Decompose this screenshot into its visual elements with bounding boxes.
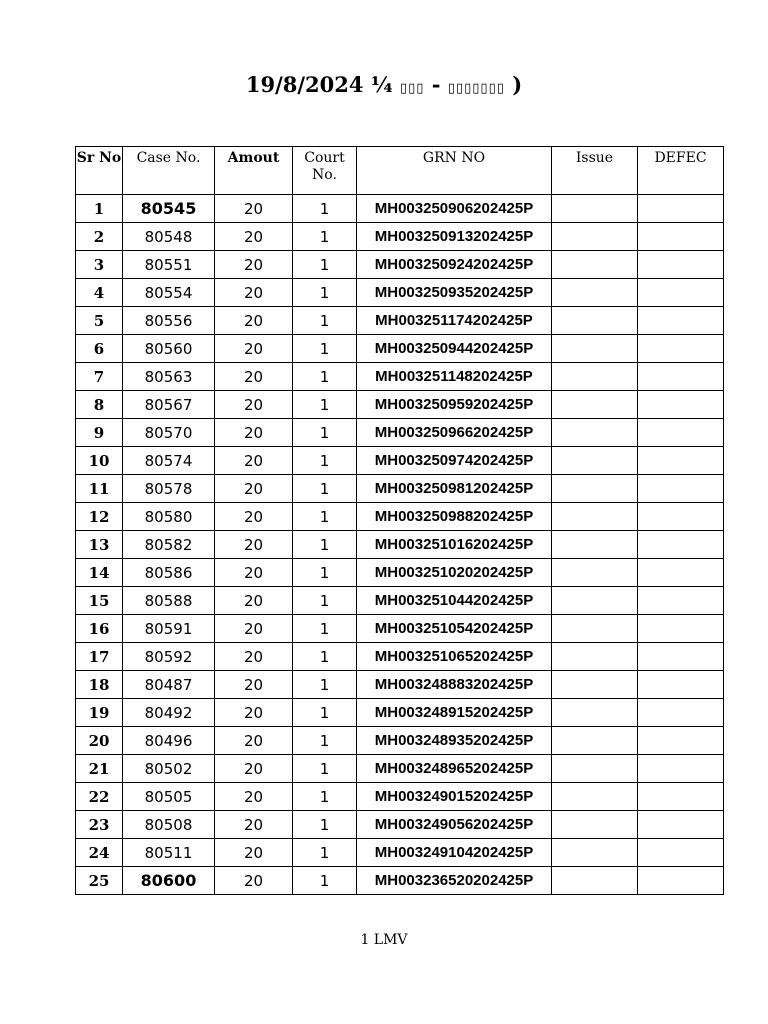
cell-amount: 20 bbox=[215, 223, 293, 251]
table-row bbox=[76, 531, 724, 559]
cell-sr-no: 12 bbox=[76, 503, 123, 531]
cell-amount: 20 bbox=[215, 699, 293, 727]
cell-defec bbox=[638, 615, 724, 643]
cell-court-no: 1 bbox=[293, 671, 357, 699]
cell-case-no: 80592 bbox=[123, 643, 215, 671]
cell-grn-no: MH003251054202425P bbox=[357, 615, 552, 643]
cell-grn-no: MH003248883202425P bbox=[357, 671, 552, 699]
table-row bbox=[76, 391, 724, 419]
table-row bbox=[76, 475, 724, 503]
cell-issue bbox=[552, 867, 638, 895]
table-row bbox=[76, 307, 724, 335]
cell-case-no: 80548 bbox=[123, 223, 215, 251]
cell-defec bbox=[638, 391, 724, 419]
cell-sr-no: 1 bbox=[76, 195, 123, 223]
cell-case-no: 80551 bbox=[123, 251, 215, 279]
cell-amount: 20 bbox=[215, 195, 293, 223]
cell-court-no: 1 bbox=[293, 447, 357, 475]
cell-case-no: 80570 bbox=[123, 419, 215, 447]
case-table bbox=[75, 146, 724, 895]
cell-amount: 20 bbox=[215, 391, 293, 419]
cell-grn-no: MH003251174202425P bbox=[357, 307, 552, 335]
cell-amount: 20 bbox=[215, 251, 293, 279]
cell-court-no: 1 bbox=[293, 531, 357, 559]
cell-defec bbox=[638, 251, 724, 279]
cell-defec bbox=[638, 559, 724, 587]
cell-sr-no: 16 bbox=[76, 615, 123, 643]
cell-amount: 20 bbox=[215, 363, 293, 391]
cell-issue bbox=[552, 783, 638, 811]
title-fraction: ¼ bbox=[370, 72, 393, 97]
cell-defec bbox=[638, 447, 724, 475]
cell-sr-no: 3 bbox=[76, 251, 123, 279]
cell-court-no: 1 bbox=[293, 223, 357, 251]
table-row bbox=[76, 727, 724, 755]
cell-amount: 20 bbox=[215, 811, 293, 839]
cell-grn-no: MH003236520202425P bbox=[357, 867, 552, 895]
cell-amount: 20 bbox=[215, 755, 293, 783]
cell-grn-no: MH003249015202425P bbox=[357, 783, 552, 811]
table-header bbox=[76, 147, 724, 195]
cell-defec bbox=[638, 335, 724, 363]
cell-issue bbox=[552, 643, 638, 671]
cell-amount: 20 bbox=[215, 839, 293, 867]
cell-court-no: 1 bbox=[293, 251, 357, 279]
cell-court-no: 1 bbox=[293, 335, 357, 363]
cell-defec bbox=[638, 279, 724, 307]
cell-sr-no: 4 bbox=[76, 279, 123, 307]
cell-court-no: 1 bbox=[293, 755, 357, 783]
cell-defec bbox=[638, 223, 724, 251]
cell-grn-no: MH003250981202425P bbox=[357, 475, 552, 503]
cell-case-no: 80487 bbox=[123, 671, 215, 699]
cell-case-no: 80554 bbox=[123, 279, 215, 307]
cell-grn-no: MH003250944202425P bbox=[357, 335, 552, 363]
cell-court-no: 1 bbox=[293, 419, 357, 447]
cell-issue bbox=[552, 391, 638, 419]
cell-sr-no: 23 bbox=[76, 811, 123, 839]
cell-case-no: 80496 bbox=[123, 727, 215, 755]
cell-issue bbox=[552, 335, 638, 363]
cell-sr-no: 18 bbox=[76, 671, 123, 699]
cell-defec bbox=[638, 867, 724, 895]
cell-court-no: 1 bbox=[293, 559, 357, 587]
cell-issue bbox=[552, 223, 638, 251]
cell-amount: 20 bbox=[215, 559, 293, 587]
cell-case-no: 80556 bbox=[123, 307, 215, 335]
cell-case-no: 80560 bbox=[123, 335, 215, 363]
table-row bbox=[76, 559, 724, 587]
cell-sr-no: 15 bbox=[76, 587, 123, 615]
cell-court-no: 1 bbox=[293, 587, 357, 615]
cell-issue bbox=[552, 307, 638, 335]
cell-issue bbox=[552, 755, 638, 783]
cell-issue bbox=[552, 811, 638, 839]
cell-court-no: 1 bbox=[293, 475, 357, 503]
cell-issue bbox=[552, 475, 638, 503]
cell-court-no: 1 bbox=[293, 867, 357, 895]
cell-issue bbox=[552, 363, 638, 391]
cell-sr-no: 6 bbox=[76, 335, 123, 363]
cell-grn-no: MH003251148202425P bbox=[357, 363, 552, 391]
header-case-no: Case No. bbox=[123, 147, 215, 195]
cell-case-no: 80574 bbox=[123, 447, 215, 475]
title-close-paren: ) bbox=[512, 72, 523, 97]
cell-defec bbox=[638, 363, 724, 391]
cell-sr-no: 25 bbox=[76, 867, 123, 895]
cell-case-no: 80505 bbox=[123, 783, 215, 811]
header-sr-no: Sr No bbox=[76, 147, 123, 195]
cell-amount: 20 bbox=[215, 643, 293, 671]
cell-amount: 20 bbox=[215, 531, 293, 559]
table-row bbox=[76, 811, 724, 839]
cell-grn-no: MH003250924202425P bbox=[357, 251, 552, 279]
cell-amount: 20 bbox=[215, 587, 293, 615]
cell-issue bbox=[552, 447, 638, 475]
table-body bbox=[76, 195, 724, 895]
cell-grn-no: MH003248935202425P bbox=[357, 727, 552, 755]
cell-grn-no: MH003251020202425P bbox=[357, 559, 552, 587]
table-row bbox=[76, 783, 724, 811]
cell-sr-no: 13 bbox=[76, 531, 123, 559]
title-date: 19/8/2024 bbox=[245, 72, 364, 97]
cell-issue bbox=[552, 195, 638, 223]
cell-defec bbox=[638, 643, 724, 671]
cell-sr-no: 17 bbox=[76, 643, 123, 671]
cell-grn-no: MH003251016202425P bbox=[357, 531, 552, 559]
cell-defec bbox=[638, 699, 724, 727]
cell-grn-no: MH003249056202425P bbox=[357, 811, 552, 839]
cell-sr-no: 20 bbox=[76, 727, 123, 755]
cell-grn-no: MH003250906202425P bbox=[357, 195, 552, 223]
cell-amount: 20 bbox=[215, 475, 293, 503]
cell-court-no: 1 bbox=[293, 727, 357, 755]
table-row bbox=[76, 195, 724, 223]
table-row bbox=[76, 867, 724, 895]
document-title bbox=[0, 70, 768, 104]
cell-grn-no: MH003250935202425P bbox=[357, 279, 552, 307]
cell-sr-no: 9 bbox=[76, 419, 123, 447]
header-issue: Issue bbox=[552, 147, 638, 195]
title-glyphs-a: ▯▯▯ bbox=[400, 81, 425, 96]
cell-grn-no: MH003249104202425P bbox=[357, 839, 552, 867]
cell-defec bbox=[638, 587, 724, 615]
cell-defec bbox=[638, 475, 724, 503]
cell-defec bbox=[638, 195, 724, 223]
cell-sr-no: 2 bbox=[76, 223, 123, 251]
cell-court-no: 1 bbox=[293, 279, 357, 307]
table-row bbox=[76, 279, 724, 307]
table-row bbox=[76, 503, 724, 531]
cell-issue bbox=[552, 839, 638, 867]
cell-amount: 20 bbox=[215, 783, 293, 811]
cell-court-no: 1 bbox=[293, 783, 357, 811]
cell-case-no: 80502 bbox=[123, 755, 215, 783]
cell-grn-no: MH003251065202425P bbox=[357, 643, 552, 671]
cell-court-no: 1 bbox=[293, 699, 357, 727]
cell-court-no: 1 bbox=[293, 391, 357, 419]
cell-amount: 20 bbox=[215, 867, 293, 895]
cell-issue bbox=[552, 699, 638, 727]
cell-defec bbox=[638, 811, 724, 839]
table-row bbox=[76, 615, 724, 643]
cell-case-no: 80492 bbox=[123, 699, 215, 727]
cell-case-no: 80578 bbox=[123, 475, 215, 503]
cell-sr-no: 21 bbox=[76, 755, 123, 783]
header-defec: DEFEC bbox=[638, 147, 724, 195]
cell-sr-no: 14 bbox=[76, 559, 123, 587]
cell-issue bbox=[552, 531, 638, 559]
cell-sr-no: 11 bbox=[76, 475, 123, 503]
cell-amount: 20 bbox=[215, 279, 293, 307]
cell-amount: 20 bbox=[215, 335, 293, 363]
cell-grn-no: MH003250974202425P bbox=[357, 447, 552, 475]
cell-amount: 20 bbox=[215, 503, 293, 531]
cell-grn-no: MH003248965202425P bbox=[357, 755, 552, 783]
table-row bbox=[76, 839, 724, 867]
table-row bbox=[76, 251, 724, 279]
cell-sr-no: 22 bbox=[76, 783, 123, 811]
cell-grn-no: MH003250959202425P bbox=[357, 391, 552, 419]
cell-court-no: 1 bbox=[293, 363, 357, 391]
cell-court-no: 1 bbox=[293, 643, 357, 671]
title-dash: - bbox=[431, 72, 441, 97]
cell-court-no: 1 bbox=[293, 503, 357, 531]
table-row bbox=[76, 335, 724, 363]
table-row bbox=[76, 699, 724, 727]
footer-note: 1 LMV bbox=[360, 932, 408, 948]
cell-case-no: 80588 bbox=[123, 587, 215, 615]
cell-grn-no: MH003250913202425P bbox=[357, 223, 552, 251]
cell-grn-no: MH003248915202425P bbox=[357, 699, 552, 727]
cell-sr-no: 8 bbox=[76, 391, 123, 419]
cell-defec bbox=[638, 783, 724, 811]
header-grn-no: GRN NO bbox=[357, 147, 552, 195]
cell-amount: 20 bbox=[215, 671, 293, 699]
cell-issue bbox=[552, 419, 638, 447]
cell-case-no: 80600 bbox=[123, 867, 215, 895]
cell-case-no: 80591 bbox=[123, 615, 215, 643]
cell-case-no: 80567 bbox=[123, 391, 215, 419]
cell-amount: 20 bbox=[215, 727, 293, 755]
cell-defec bbox=[638, 503, 724, 531]
table-row bbox=[76, 755, 724, 783]
cell-sr-no: 7 bbox=[76, 363, 123, 391]
title-glyphs-b: ▯▯▯▯▯▯▯ bbox=[447, 81, 505, 96]
table-row bbox=[76, 363, 724, 391]
cell-case-no: 80511 bbox=[123, 839, 215, 867]
cell-grn-no: MH003250988202425P bbox=[357, 503, 552, 531]
header-row bbox=[76, 147, 724, 195]
table-row bbox=[76, 643, 724, 671]
cell-amount: 20 bbox=[215, 307, 293, 335]
header-amount: Amout bbox=[215, 147, 293, 195]
cell-issue bbox=[552, 727, 638, 755]
cell-issue bbox=[552, 559, 638, 587]
cell-court-no: 1 bbox=[293, 839, 357, 867]
cell-issue bbox=[552, 587, 638, 615]
cell-case-no: 80545 bbox=[123, 195, 215, 223]
cell-defec bbox=[638, 531, 724, 559]
cell-amount: 20 bbox=[215, 615, 293, 643]
cell-case-no: 80582 bbox=[123, 531, 215, 559]
cell-sr-no: 19 bbox=[76, 699, 123, 727]
cell-grn-no: MH003251044202425P bbox=[357, 587, 552, 615]
cell-issue bbox=[552, 279, 638, 307]
table-row bbox=[76, 223, 724, 251]
cell-issue bbox=[552, 503, 638, 531]
table-row bbox=[76, 671, 724, 699]
cell-issue bbox=[552, 671, 638, 699]
cell-defec bbox=[638, 419, 724, 447]
cell-amount: 20 bbox=[215, 419, 293, 447]
cell-court-no: 1 bbox=[293, 811, 357, 839]
cell-case-no: 80508 bbox=[123, 811, 215, 839]
cell-defec bbox=[638, 671, 724, 699]
cell-court-no: 1 bbox=[293, 195, 357, 223]
cell-defec bbox=[638, 307, 724, 335]
header-court-no: Court No. bbox=[293, 147, 357, 195]
cell-issue bbox=[552, 615, 638, 643]
table-row bbox=[76, 447, 724, 475]
cell-court-no: 1 bbox=[293, 615, 357, 643]
cell-court-no: 1 bbox=[293, 307, 357, 335]
cell-amount: 20 bbox=[215, 447, 293, 475]
cell-case-no: 80563 bbox=[123, 363, 215, 391]
cell-sr-no: 24 bbox=[76, 839, 123, 867]
cell-issue bbox=[552, 251, 638, 279]
cell-case-no: 80580 bbox=[123, 503, 215, 531]
cell-defec bbox=[638, 727, 724, 755]
table-row bbox=[76, 587, 724, 615]
cell-sr-no: 10 bbox=[76, 447, 123, 475]
cell-defec bbox=[638, 755, 724, 783]
cell-grn-no: MH003250966202425P bbox=[357, 419, 552, 447]
cell-case-no: 80586 bbox=[123, 559, 215, 587]
cell-defec bbox=[638, 839, 724, 867]
table-row bbox=[76, 419, 724, 447]
cell-sr-no: 5 bbox=[76, 307, 123, 335]
